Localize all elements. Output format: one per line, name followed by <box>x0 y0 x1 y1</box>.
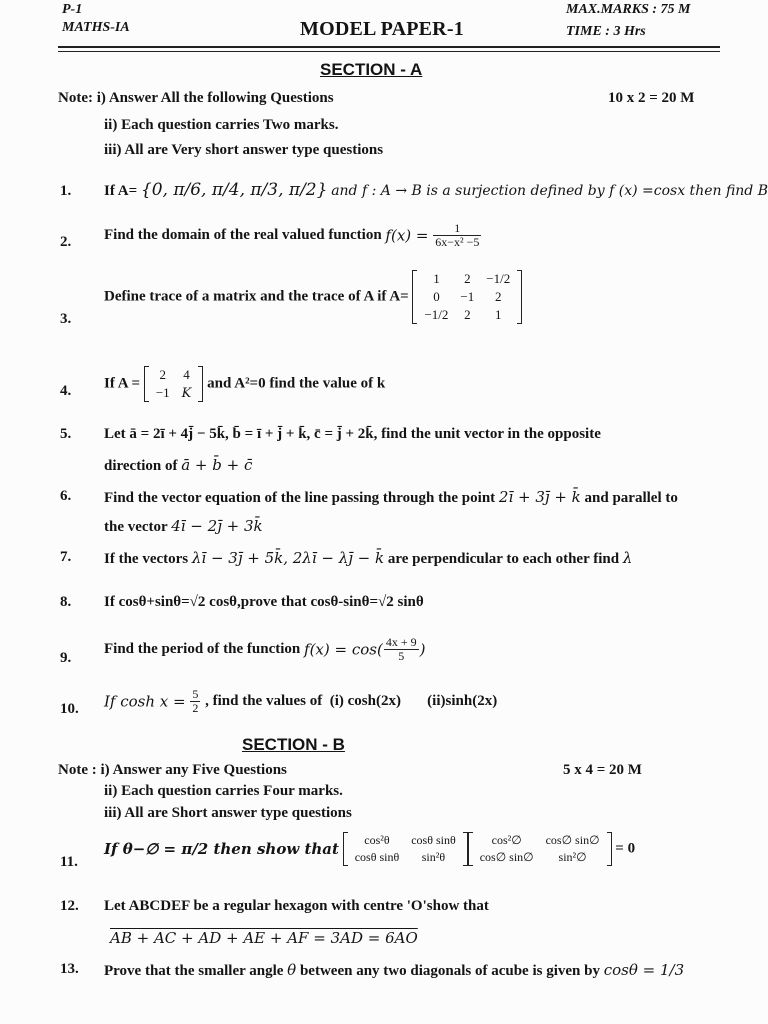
question-1-set: {0, π/6, π/4, π/3, π/2} <box>140 180 328 200</box>
question-5-vector-sum: ā + b̄ + c̄ <box>181 456 253 474</box>
fraction-numerator: 5 <box>192 687 199 701</box>
question-6-point: 2ī + 3j̄ + k̄ <box>498 488 581 506</box>
matrix-cell: −1/2 <box>486 271 511 286</box>
question-7-vectors: λī − 3j̄ + 5k̄, 2λī − λj̄ − k̄ <box>191 549 385 567</box>
matrix-cell: 2 <box>464 271 471 286</box>
question-7-pre: If the vectors <box>104 551 189 567</box>
section-b-marks: 5 x 4 = 20 M <box>563 762 642 778</box>
question-7 <box>104 549 632 568</box>
section-b-title: SECTION - B <box>242 735 345 754</box>
matrix-table <box>150 366 198 402</box>
question-4-post: and A²=0 find the value of k <box>207 375 386 392</box>
matrix-cell: K <box>181 385 192 401</box>
question-3 <box>104 270 522 324</box>
question-number: 2. <box>60 234 72 250</box>
question-10-pre: If cosh x = <box>104 692 186 711</box>
paper-code: P-1 <box>62 2 83 17</box>
question-12-vector-identity: AB + AC + AD + AE + AF = 3AD = 6AO <box>110 929 418 947</box>
matrix-cell: 2 <box>464 307 471 322</box>
matrix-cell: −1 <box>460 289 475 304</box>
matrix-cell: 0 <box>433 289 440 304</box>
matrix-cell: 1 <box>494 307 502 322</box>
question-number: 8. <box>60 594 72 610</box>
matrix-cell: 1 <box>433 271 440 286</box>
question-9-func: f(x) = cos( <box>304 640 383 659</box>
max-marks: MAX.MARKS : 75 M <box>566 2 691 17</box>
matrix-cell: sin²∅ <box>558 850 587 864</box>
fraction-denominator: 6x−x² −5 <box>435 235 480 249</box>
question-number: 6. <box>60 488 72 504</box>
question-4 <box>104 366 385 402</box>
question-6-line-1 <box>104 488 678 507</box>
matrix-phi <box>468 832 612 866</box>
section-a-marks: 10 x 2 = 20 M <box>608 90 695 106</box>
section-a-note-3: iii) All are Very short answer type questions <box>104 142 384 158</box>
question-3-text: Define trace of a matrix and the trace of A if A= <box>104 288 409 305</box>
question-9-fraction <box>384 636 419 663</box>
question-7-lambda: λ <box>622 549 633 567</box>
question-number: 4. <box>60 383 72 399</box>
header-rule <box>58 46 720 48</box>
question-number: 3. <box>60 311 72 327</box>
question-2-fraction <box>433 222 481 249</box>
matrix-a-2x2 <box>144 366 204 402</box>
page-title: MODEL PAPER-1 <box>300 18 464 40</box>
question-12-line-1: Let ABCDEF be a regular hexagon with centre 'O'show that <box>104 898 489 914</box>
question-10 <box>104 688 497 715</box>
question-13-theta: θ <box>287 961 297 979</box>
question-9-close: ) <box>419 640 426 659</box>
matrix-theta <box>343 832 468 866</box>
matrix-cell: cos²θ <box>364 833 390 847</box>
matrix-table <box>349 832 462 866</box>
question-6-line-1-pre: Find the vector equation of the line passing through the point <box>104 490 496 506</box>
question-number: 13. <box>60 961 79 977</box>
question-11-pre: If θ−∅ = π/2 then show that <box>104 840 339 858</box>
question-10-fraction <box>190 688 200 715</box>
question-number: 11. <box>60 854 78 870</box>
section-a-note-1: Note: i) Answer All the following Questions <box>58 90 334 106</box>
question-13-post: cosθ = 1/3 <box>603 961 685 979</box>
matrix-table <box>474 832 606 866</box>
matrix-cell: 2 <box>494 289 502 304</box>
question-1-pre: If A= <box>104 183 138 199</box>
question-number: 7. <box>60 549 72 565</box>
question-number: 5. <box>60 426 72 442</box>
question-9-text: Find the period of the function <box>104 641 301 657</box>
matrix-cell: cosθ sinθ <box>354 850 400 864</box>
question-6-line-2 <box>104 517 263 536</box>
question-5-line-2-text: direction of <box>104 458 178 474</box>
section-b-note-2: ii) Each question carries Four marks. <box>104 783 343 799</box>
question-6-line-2-pre: the vector <box>104 519 168 535</box>
section-b-note-3: iii) All are Short answer type questions <box>104 805 352 821</box>
matrix-cell: −1/2 <box>424 307 449 322</box>
section-b-note-1: Note : i) Answer any Five Questions <box>58 762 287 778</box>
matrix-a-3x3 <box>412 270 522 324</box>
question-7-post: are perpendicular to each other find <box>387 551 620 567</box>
matrix-cell: 4 <box>183 367 190 382</box>
question-number: 1. <box>60 183 72 199</box>
matrix-cell: −1 <box>155 385 170 400</box>
question-9 <box>104 636 425 663</box>
fraction-numerator: 1 <box>433 222 481 236</box>
question-6-line-1-post: and parallel to <box>584 490 678 506</box>
matrix-cell: 2 <box>159 367 166 382</box>
question-2-func: f(x) = <box>385 226 429 245</box>
question-1-post: and f : A → B is a surjection defined by f (x) =cosx then find B <box>331 183 768 199</box>
question-11-post: = 0 <box>615 840 636 857</box>
question-2-text: Find the domain of the real valued function <box>104 227 382 243</box>
header-rule-thin <box>58 51 720 52</box>
matrix-table <box>418 270 516 324</box>
question-5-line-2 <box>104 456 252 475</box>
fraction-denominator: 2 <box>192 701 199 715</box>
question-number: 10. <box>60 701 79 717</box>
question-8: If cosθ+sinθ=√2 cosθ,prove that cosθ-sinθ=√2 sinθ <box>104 594 424 610</box>
fraction-numerator: 4x + 9 <box>385 635 417 649</box>
question-number: 12. <box>60 898 79 914</box>
question-11 <box>104 832 635 866</box>
question-4-pre: If A = <box>104 375 141 392</box>
matrix-cell: cos∅ sin∅ <box>545 833 600 847</box>
section-a-title: SECTION - A <box>320 60 423 79</box>
section-a-note-2: ii) Each question carries Two marks. <box>104 117 339 133</box>
question-10-post: , find the values of (i) cosh(2x) (ii)sinh(2x) <box>205 693 498 709</box>
question-6-direction-vector: 4ī − 2j̄ + 3k̄ <box>171 517 263 535</box>
fraction-denominator: 5 <box>398 649 405 663</box>
question-1 <box>104 180 768 200</box>
matrix-cell: sin²θ <box>421 850 446 864</box>
matrix-cell: cosθ sinθ <box>411 833 456 847</box>
matrix-cell: cos∅ sin∅ <box>479 850 534 864</box>
question-2 <box>104 222 482 249</box>
question-13-mid: between any two diagonals of acube is given by <box>299 963 600 979</box>
subject: MATHS-IA <box>62 20 130 35</box>
question-5-line-1: Let ā = 2ī + 4j̄ − 5k̄, b̄ = ī + j̄ + k̄, c̄ = j̄ + 2k̄, find the unit vector in the opposite <box>104 426 601 442</box>
question-number: 9. <box>60 650 72 666</box>
time-allowed: TIME : 3 Hrs <box>566 24 646 39</box>
question-13 <box>104 961 684 980</box>
question-13-pre: Prove that the smaller angle <box>104 963 284 979</box>
matrix-cell: cos²∅ <box>491 833 522 847</box>
